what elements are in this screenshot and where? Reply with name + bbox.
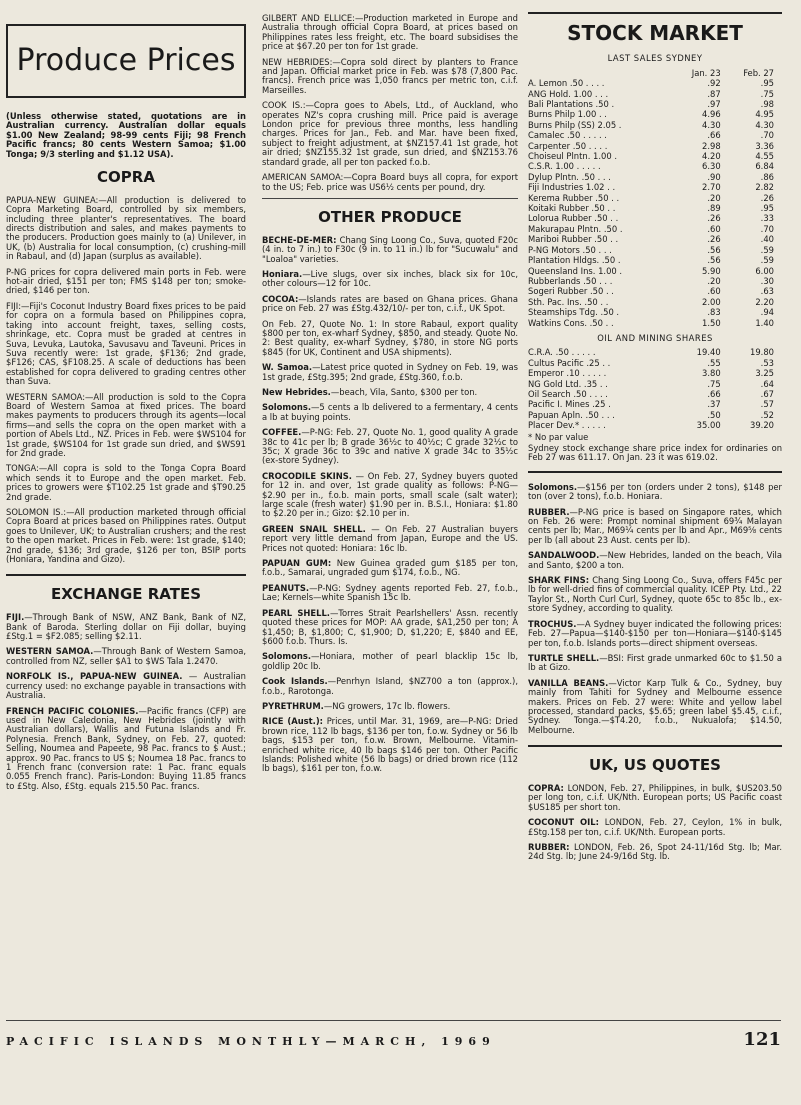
jan-price: .50: [707, 409, 721, 420]
feb-price: .70: [760, 130, 774, 141]
feb-price: .40: [760, 234, 774, 245]
stock-row: [528, 203, 782, 213]
jan-price: 4.96: [702, 109, 721, 120]
produce-item: [262, 295, 518, 314]
exchange-heading: EXCHANGE RATES: [50, 585, 202, 604]
produce-item: [262, 320, 518, 358]
copra-paragraph: SOLOMON IS.:—All production marketed through official Copra Board at prices based on Philippines rates. Output goes to Unilever, UK; to Australian crushers; and the rest to the open market. Prices in Feb. were: 1st grade, $140; 2nd grade, $136; 3rd grade, $126 per ton, BSIP ports (Honiara, Yandina and Gizo).: [6, 507, 246, 565]
jan-price: 2.98: [702, 140, 721, 151]
stock-row: [528, 99, 782, 109]
produce-item: [528, 679, 782, 735]
jan-price: .66: [707, 130, 721, 141]
item-lead: RUBBER.: [528, 506, 570, 517]
oil-row: [528, 410, 782, 420]
oil-row: [528, 347, 782, 357]
item-text: — On Feb. 27 Australian buyers report very little demand from Japan, Europe and the US. Prices not quoted: Honiara: 16c lb.: [262, 523, 518, 553]
item-text: —P-NG: Sydney agents reported Feb. 27, f.o.b., Lae; Kernels—white Spanish 15c lb.: [262, 582, 518, 603]
feb-price: .75: [760, 88, 774, 99]
feb-price: .57: [760, 399, 774, 410]
company-name: Placer Dev.* . . . . .: [528, 420, 606, 431]
jan-price: .55: [707, 357, 721, 368]
feb-price: .64: [760, 378, 774, 389]
item-lead: SANDALWOOD.: [528, 550, 600, 561]
company-name: Burns Philp (SS) 2.05 .: [528, 119, 622, 130]
item-text: Prices, until Mar. 31, 1969, are—P-NG: Dried brown rice, 112 lb bags, $136 per ton, f.o.w. Sydney or 56 lb bags, $153 per ton, f.o.w. Brown, Melbourne. Vitamin-enriched white rice, 40 lb bags $146 per ton. Other Pacific Islands: Polished white (56 lb bags) or dried brown rice (112 lb bags), $161 per ton, f.o.w.: [262, 716, 518, 774]
jan-price: .87: [707, 88, 721, 99]
jan-price: .97: [707, 99, 721, 110]
item-text: Chang Sing Loong Co., Suva, offers F45c per lb for well-dried fins of commercial quality. ICEP Pty. Ltd., 22 Taylor St., North Curl Curl, Sydney, quote 65c to 85c lb., ex-store Sydney, according to quality.: [528, 575, 782, 614]
oil-row: [528, 368, 782, 378]
item-text: —Latest price quoted in Sydney on Feb. 19, was 1st grade, £Stg.395; 2nd grade, £Stg.360, f.o.b.: [262, 362, 518, 382]
item-lead: Solomons.: [262, 651, 312, 662]
stock-market-box: [528, 12, 782, 473]
item-text: —BSI: First grade unmarked 60c to $1.50 a lb at Gizo.: [528, 652, 782, 673]
item-text: —Torres Strait Pearlshellers' Assn. recently quoted these prices for MOP: AA grade, $A1,250 per ton; A $1,450; B, $1,800; C, $1,900; D, $1,220; E, $840 and EE, $600 f.o.b. Thurs. Is.: [262, 607, 518, 646]
jan-price: .75: [707, 378, 721, 389]
feb-price: 1.40: [755, 317, 774, 328]
company-name: Papuan Apln. .50 . . .: [528, 409, 615, 420]
item-lead: PEARL SHELL.: [262, 607, 330, 618]
item-lead: New Hebrides.: [262, 386, 331, 397]
company-name: Sogeri Rubber .50 . .: [528, 286, 614, 297]
uk-us-list: [528, 784, 782, 862]
oil-table: [528, 347, 782, 430]
company-name: Makurapau Plntn. .50 .: [528, 223, 623, 234]
item-text: —Penrhyn Island, $NZ700 a ton (approx.), f.o.b., Rarotonga.: [262, 676, 518, 696]
item-text: — On Feb. 27, Sydney buyers quoted for 12 in. and over, 1st grade quality as follows: P-NG—$2.90 per in., f.o.b. main ports, small scale (salt water); large scale (fresh water) $1.90 per in. B.S.I., Honiara: $1.80 to $2.20 per in.; Gizo: $2.10 per in.: [262, 470, 519, 519]
item-lead: GREEN SNAIL SHELL.: [262, 523, 366, 534]
jan-price: 3.80: [702, 368, 721, 379]
produce-item: [528, 620, 782, 648]
exchange-text: —Through Bank of Western Samoa, controlled from NZ, seller $A1 to $WS Tala 1.2470.: [6, 646, 246, 666]
produce-item: [262, 428, 518, 466]
item-text: LONDON, Feb. 27, Ceylon, 1% in bulk, £Stg.158 per ton, c.i.f. UK/Nth. European ports.: [528, 817, 782, 837]
jan-price: .60: [707, 286, 721, 297]
stock-row: [528, 245, 782, 255]
item-text: New Guinea graded gum $185 per ton, f.o.b., Samarai, ungraded gum $174, f.o.b., NG.: [262, 558, 518, 578]
company-name: C.R.A. .50 . . . . .: [528, 347, 596, 358]
feb-price: 3.36: [755, 140, 774, 151]
item-lead: COCONUT OIL:: [528, 817, 599, 828]
feb-price: 6.84: [755, 161, 774, 172]
no-par-note: * No par value: [528, 431, 589, 442]
intro-note: (Unless otherwise stated, quotations are in Australian currency. Australian dollar equals $1.00 New Zealand; 98-99 cents Fiji; 98 French Pacific francs; 80 cents Western Samoa; $1.00 Tonga; 9/3 sterling and $1.12 USA).: [6, 111, 246, 159]
col-jan-header: Jan. 23: [691, 67, 721, 78]
produce-item: [262, 652, 518, 671]
exchange-item: [6, 613, 246, 641]
company-name: Kerema Rubber .50 . .: [528, 192, 620, 203]
item-lead: PAPUAN GUM:: [262, 558, 332, 569]
oil-heading: OIL AND MINING SHARES: [597, 332, 713, 343]
feb-price: .52: [760, 409, 774, 420]
produce-item: [262, 236, 518, 264]
company-name: Bali Plantations .50 .: [528, 99, 615, 110]
jan-price: 6.30: [702, 161, 721, 172]
item-text: —beach, Vila, Santo, $300 per ton.: [330, 386, 478, 397]
jan-price: .60: [707, 223, 721, 234]
produce-item: [528, 483, 782, 502]
exchange-item: [6, 707, 246, 792]
stock-row: [528, 266, 782, 276]
section-divider: [262, 198, 518, 199]
middle-column: [262, 14, 518, 780]
oil-row: [528, 379, 782, 389]
item-lead: SHARK FINS:: [528, 575, 590, 586]
jan-price: 2.00: [702, 296, 721, 307]
feb-price: .94: [760, 307, 774, 318]
uk-us-heading: UK, US QUOTES: [589, 756, 721, 775]
stock-row: [528, 109, 782, 119]
col-feb-header: Feb. 27: [743, 67, 774, 78]
exchange-item: [6, 647, 246, 666]
produce-item: [262, 403, 518, 422]
page-title: Produce Prices: [6, 24, 246, 98]
item-lead: CROCODILE SKINS.: [262, 470, 352, 481]
jan-price: 1.50: [702, 317, 721, 328]
feb-price: .70: [760, 223, 774, 234]
page-number: 121: [743, 1029, 781, 1050]
produce-item: [262, 677, 518, 696]
jan-price: .83: [707, 307, 721, 318]
item-lead: COPRA:: [528, 782, 564, 793]
produce-item: [262, 363, 518, 382]
oil-row: [528, 399, 782, 409]
feb-price: 4.95: [755, 109, 774, 120]
company-name: C.S.R. 1.00 . . . . .: [528, 161, 601, 172]
item-text: —New Hebrides, landed on the beach, Vila and Santo, $200 a ton.: [528, 550, 782, 570]
item-text: —Islands rates are based on Ghana prices. Ghana price on Feb. 27 was £Stg.432/10/- per ton, c.i.f., UK Spot.: [262, 293, 518, 314]
footer-rule: [6, 1020, 781, 1021]
produce-item: [262, 584, 518, 603]
feb-price: .67: [760, 388, 774, 399]
produce-item: [528, 576, 782, 614]
stock-market-heading: STOCK MARKET: [567, 21, 743, 45]
produce-item: [262, 702, 518, 711]
stock-row: [528, 130, 782, 140]
company-name: Oil Search .50 . . . .: [528, 388, 608, 399]
jan-price: .66: [707, 388, 721, 399]
stock-row: [528, 151, 782, 161]
jan-price: .26: [707, 213, 721, 224]
section-divider: [6, 574, 246, 576]
item-text: —A Sydney buyer indicated the following prices: Feb. 27—Papua—$140-$150 per ton—Honiara—$140-$145 per ton, f.o.b. Islands ports—direct shipment overseas.: [528, 618, 782, 648]
copra-paragraph: AMERICAN SAMOA:—Copra Board buys all copra, for export to the US; Feb. price was US6½ cents per pound, dry.: [262, 172, 518, 192]
company-name: P-NG Motors .50 . . .: [528, 244, 612, 255]
page-footer: [6, 1030, 781, 1050]
stock-row: [528, 141, 782, 151]
company-name: Watkins Cons. .50 . .: [528, 317, 614, 328]
stock-row: [528, 182, 782, 192]
item-text: —5 cents a lb delivered to a fermentary, 4 cents a lb at buying points.: [262, 402, 518, 422]
company-name: Pacific I. Mines .25 .: [528, 399, 611, 410]
copra-paragraph: WESTERN SAMOA:—All production is sold to the Copra Board of Western Samoa at fixed prices. The board makes payments to producers through its agents—local firms—and sells the copra on the open market with a portion of Abels Ltd., NZ. Prices in Feb. were $WS104 for 1st grade, $WS104 for 1st grade sun dried, and $WS91 for 2nd grade.: [6, 391, 246, 458]
running-head: PACIFIC ISLANDS MONTHLY—MARCH, 1969: [6, 1035, 496, 1048]
item-text: —P-NG: Feb. 27, Quote No. 1, good quality A grade 38c to 41c per lb; B grade 36½c to 40½c; C grade 32½c to 35c; X grade 36c to 39c and native X grade 34c to 35½c (ex-store Sydney).: [262, 427, 518, 466]
feb-price: .98: [760, 99, 774, 110]
copra-heading: COPRA: [97, 168, 155, 187]
item-lead: Solomons.: [262, 402, 312, 413]
feb-price: .95: [760, 203, 774, 214]
produce-item: [528, 551, 782, 570]
oil-row: [528, 420, 782, 430]
feb-price: .95: [760, 78, 774, 89]
company-name: Steamships Tdg. .50 .: [528, 307, 620, 318]
copra-paragraph: COOK IS.:—Copra goes to Abels, Ltd., of Auckland, who operates NZ's copra crushing mill. Price paid is average London price for previous three months, less handling charges. Prices for Jan., Feb. and Mar. have been fixed, subject to freight adjustment, at $NZ157.41 1st grade, hot air dried; $NZ155.32 1st grade, sun dried, and $NZ153.76 standard grade, all per ton packed f.o.b.: [262, 100, 518, 167]
stock-row: [528, 318, 782, 328]
stock-row: [528, 120, 782, 130]
jan-price: .26: [707, 234, 721, 245]
exchange-item: [6, 672, 246, 700]
stock-row: [528, 297, 782, 307]
company-name: Burns Philp 1.00 . .: [528, 109, 607, 120]
jan-price: .92: [707, 78, 721, 89]
item-text: —Honiara, mother of pearl blacklip 15c lb, goldlip 20c lb.: [262, 651, 518, 671]
item-text: —Live slugs, over six inches, black six for 10c, other colours—12 for 10c.: [262, 268, 518, 289]
exchange-text: — Australian currency used: no exchange payable in transactions with Australia.: [6, 671, 246, 701]
company-name: Dylup Plntn. .50 . . .: [528, 171, 611, 182]
produce-item: [262, 717, 518, 773]
item-lead: RUBBER:: [528, 842, 570, 852]
stock-row: [528, 234, 782, 244]
item-text: On Feb. 27, Quote No. 1: In store Rabaul, export quality $800 per ton, ex-wharf Sydney, $850, and steady. Quote No. 2: Best quality, ex-wharf Sydney, $780, in store NG ports $845 (for UK, Continent and USA shipments).: [262, 318, 518, 357]
item-lead: COFFEE.: [262, 427, 302, 438]
jan-price: 35.00: [696, 420, 721, 431]
copra-paragraph: TONGA:—All copra is sold to the Tonga Copra Board which sends it to Europe and the open market. Feb. prices to growers were $T102.25 1st grade and $T90.25 2nd grade.: [6, 463, 246, 502]
copra-paragraph: GILBERT AND ELLICE:—Production marketed in Europe and Australia through official Copra Board, at prices based on Philippines rates less freight, etc. The board subsidises the price at $67.20 per ton for 1st grade.: [262, 13, 518, 52]
stock-row: [528, 172, 782, 182]
feb-price: 19.80: [750, 347, 774, 358]
item-lead: Honiara.: [262, 268, 303, 279]
item-lead: RICE (Aust.):: [262, 716, 324, 727]
jan-price: .20: [707, 192, 721, 203]
feb-price: .86: [760, 171, 774, 182]
item-text: —$156 per ton (orders under 2 tons), $148 per ton (over 2 tons), f.o.b. Honiara.: [528, 481, 782, 502]
item-text: —P-NG price is based on Singapore rates, which on Feb. 26 were: Prompt nominal shipment 69¾ Malayan cents per lb; Mar., M69¼ cents per lb and Apr., M69⅝ cents per lb (all about 23 Aust. cents per lb).: [528, 506, 782, 545]
company-name: NG Gold Ltd. .35 . .: [528, 378, 608, 389]
jan-price: 4.30: [702, 119, 721, 130]
section-divider: [528, 745, 782, 747]
exchange-text: —Through Bank of NSW, ANZ Bank, Bank of NZ, Bank of Baroda. Sterling dollar on Fiji dollar, buying £Stg.1 = $F2.085; selling $2.11.: [6, 612, 246, 642]
copra-paragraph: PAPUA-NEW GUINEA:—All production is delivered to Copra Marketing Board, controlled by six members, including three planter's representatives. The board directs distribution and sales, and makes payments to the producers. Production goes mainly to (a) Unilever, in UK, (b) Australia for local consumption, (c) crushing-mill in Rabaul, and (d) Japan (surplus as available).: [6, 194, 246, 262]
jan-price: 19.40: [696, 347, 721, 358]
company-name: Camalec .50 . . . . .: [528, 130, 607, 141]
item-text: LONDON, Feb. 27, Philippines, in bulk, $US203.50 per long ton, c.i.f. UK/Nth. European ports; US Pacific coast $US185 per short ton.: [528, 782, 782, 812]
jan-price: .20: [707, 275, 721, 286]
item-lead: BECHE-DE-MER:: [262, 234, 337, 245]
stock-row: [528, 89, 782, 99]
item-text: Chang Sing Loong Co., Suva, quoted F20c (4 in. to 7 in.) to F30c (9 in. to 11 in.) lb for "Sucuwalu" and "Loaloa" varieties.: [262, 234, 518, 264]
company-name: Mariboi Rubber .50 . .: [528, 234, 619, 245]
other-produce-heading: OTHER PRODUCE: [318, 207, 462, 226]
feb-price: .59: [760, 255, 774, 266]
copra-paragraph: P-NG prices for copra delivered main ports in Feb. were hot-air dried, $151 per ton; FMS $148 per ton; smoke-dried, $146 per ton.: [6, 266, 246, 296]
exchange-lead: WESTERN SAMOA.: [6, 646, 94, 657]
feb-price: 6.00: [755, 265, 774, 276]
copra-paragraph: FIJI:—Fiji's Coconut Industry Board fixes prices to be paid for copra on a formula based on Philippines copra, taking into account freight, taxes, selling costs, shrinkage, etc. Copra must be graded at centres in Suva, Levuka, Lautoka, Savusavu and Taveuni. Prices in Suva recently were: 1st grade, $F136; 2nd grade, $F126; CAS, $F108.25. A scale of deductions has been established for copra delivered to grading centres other than Suva.: [6, 300, 246, 387]
exchange-text: —Pacific francs (CFP) are used in New Caledonia, New Hebrides (jointly with Australian dollars), Wallis and Futuna Islands and Fr. Polynesia. French Bank, Sydney, on Feb. 27, quoted: Selling, Noumea and Papeete, 98 Pac. francs to $ Aust.; approx. 90 Pac. francs to US $; Noumea 18 Pac. francs to 1 French franc (conversion rate: 1 Pac. franc equals 0.055 French franc). Paris-London: Buying 11.85 francs to £Stg. Also, £Stg. equals 215.50 Pac. francs.: [6, 705, 246, 791]
jan-price: .56: [707, 244, 721, 255]
company-name: Rubberlands .50 . . .: [528, 275, 613, 286]
stock-row: [528, 276, 782, 286]
produce-item: [262, 270, 518, 289]
produce-item: [262, 525, 518, 553]
oil-row: [528, 389, 782, 399]
company-name: Plantation Hldgs. .50 .: [528, 255, 621, 266]
stock-row: [528, 286, 782, 296]
company-name: A. Lemon .50 . . . .: [528, 78, 605, 89]
feb-price: 3.25: [755, 368, 774, 379]
stock-row: [528, 78, 782, 88]
stock-row: [528, 161, 782, 171]
produce-item: [528, 654, 782, 673]
jan-price: .90: [707, 171, 721, 182]
item-lead: VANILLA BEANS.: [528, 677, 609, 688]
feb-price: .26: [760, 192, 774, 203]
company-name: Lolorua Rubber .50 . .: [528, 213, 619, 224]
exchange-lead: NORFOLK IS., PAPUA-NEW GUINEA.: [6, 671, 183, 682]
produce-item: [262, 609, 518, 647]
exchange-lead: FRENCH PACIFIC COLONIES.: [6, 705, 139, 716]
feb-price: .53: [760, 357, 774, 368]
feb-price: 39.20: [750, 420, 774, 431]
item-text: —NG growers, 17c lb. flowers.: [323, 700, 451, 711]
left-column: [6, 0, 246, 797]
company-name: Koitaki Rubber .50 . .: [528, 203, 616, 214]
index-note: Sydney stock exchange share price index for ordinaries on Feb 27 was 611.17. On Jan. 23 it was 619.02.: [528, 443, 782, 463]
stock-row: [528, 193, 782, 203]
company-name: Fiji Industries 1.02 . .: [528, 182, 616, 193]
stock-row: [528, 224, 782, 234]
other-produce-list: [262, 236, 518, 774]
stock-row: [528, 307, 782, 317]
produce-item: [262, 388, 518, 397]
company-name: Emperor .10 . . . . .: [528, 368, 607, 379]
produce-item: [262, 559, 518, 578]
company-name: Carpenter .50 . . . .: [528, 140, 608, 151]
oil-row: [528, 358, 782, 368]
feb-price: 4.55: [755, 151, 774, 162]
produce-item: [528, 843, 782, 862]
company-name: Choiseul Plntn. 1.00 .: [528, 151, 617, 162]
stock-table: [528, 68, 782, 328]
company-name: Queensland Ins. 1.00 .: [528, 265, 623, 276]
item-lead: W. Samoa.: [262, 362, 313, 373]
more-produce-list: [528, 483, 782, 735]
item-lead: Solomons.: [528, 481, 578, 492]
company-name: Sth. Pac. Ins. .50 . .: [528, 296, 609, 307]
copra-paragraph: NEW HEBRIDES:—Copra sold direct by planters to France and Japan. Official market price in Feb. was $78 (7,800 Pac. francs). French price was 1,050 francs per metric ton, c.i.f. Marseilles.: [262, 56, 518, 95]
company-name: ANG Hold. 1.00 . . .: [528, 88, 609, 99]
feb-price: 2.20: [755, 296, 774, 307]
jan-price: 2.70: [702, 182, 721, 193]
exchange-lead: FIJI.: [6, 612, 25, 623]
jan-price: .37: [707, 399, 721, 410]
item-lead: Cook Islands.: [262, 676, 328, 687]
stock-subheading: LAST SALES SYDNEY: [607, 53, 703, 64]
item-lead: COCOA:: [262, 293, 299, 304]
jan-price: 4.20: [702, 151, 721, 162]
item-lead: TURTLE SHELL.: [528, 652, 600, 663]
item-text: —Victor Karp Tulk & Co., Sydney, buy mainly from Tahiti for Sydney and Melbourne essence makers. Prices on Feb. 27 were: White and yellow label processed, standard packs, $5.65; green label $5.45, c.i.f., Sydney. Tonga.—$T4.20, f.o.b., Nukualofa; $14.50, Melbourne.: [528, 677, 782, 735]
feb-price: .63: [760, 286, 774, 297]
feb-price: 4.30: [755, 119, 774, 130]
stock-header-row: [528, 68, 782, 78]
jan-price: .56: [707, 255, 721, 266]
produce-item: [528, 784, 782, 812]
jan-price: .89: [707, 203, 721, 214]
right-column: [528, 0, 782, 868]
feb-price: 2.82: [755, 182, 774, 193]
item-lead: PYRETHRUM.: [262, 700, 324, 711]
produce-item: [528, 818, 782, 837]
produce-item: [262, 472, 518, 519]
item-lead: PEANUTS.: [262, 582, 310, 593]
feb-price: .30: [760, 275, 774, 286]
jan-price: 5.90: [702, 265, 721, 276]
company-name: Cultus Pacific .25 . .: [528, 357, 611, 368]
item-lead: TROCHUS.: [528, 618, 577, 629]
feb-price: .33: [760, 213, 774, 224]
stock-row: [528, 255, 782, 265]
produce-item: [528, 508, 782, 546]
item-text: LONDON, Feb. 26, Spot 24-11/16d Stg. lb; Mar. 24d Stg. lb; June 24-9/16d Stg. lb.: [528, 842, 782, 862]
feb-price: .59: [760, 244, 774, 255]
stock-row: [528, 213, 782, 223]
